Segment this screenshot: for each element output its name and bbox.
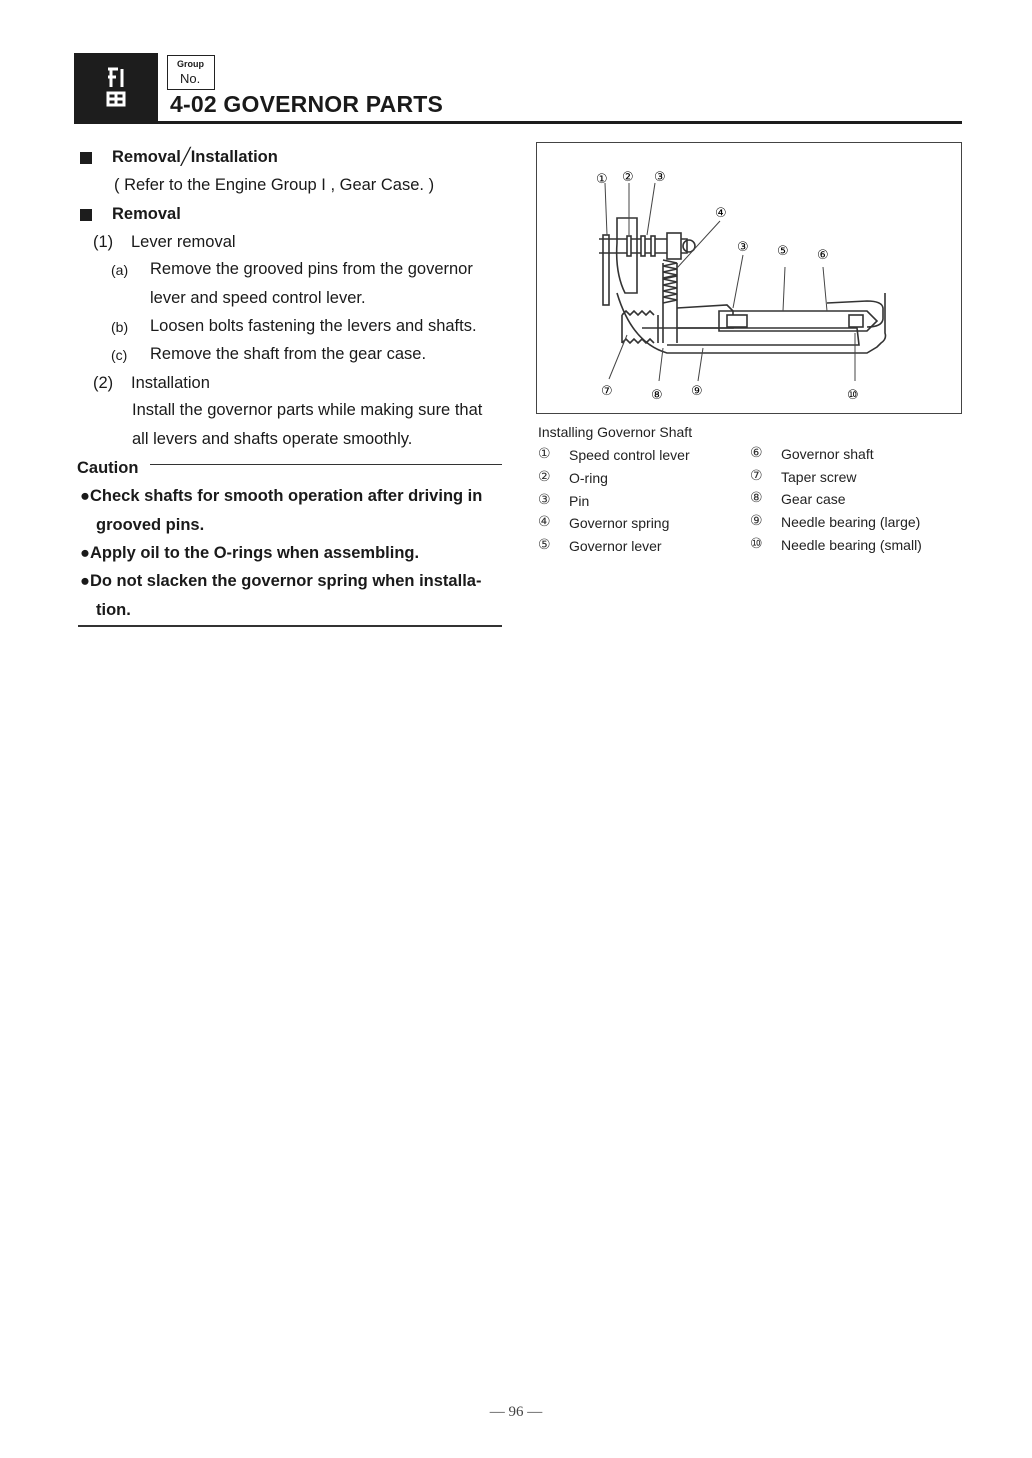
- install-line2: all levers and shafts operate smoothly.: [132, 430, 413, 448]
- leader-6: [823, 267, 827, 311]
- callout-3b: ③: [737, 240, 749, 255]
- caution-item-3-line1: ●Do not slacken the governor spring when installa-: [80, 572, 482, 590]
- figure-caption: Installing Governor Shaft: [538, 424, 693, 440]
- callout-5: ⑤: [777, 244, 789, 259]
- legend-num-9: ⑨: [750, 513, 763, 529]
- legend-num-4: ④: [538, 514, 551, 530]
- group-label: Group: [177, 59, 204, 69]
- legend-label-7: Taper screw: [781, 469, 857, 485]
- install-line1: Install the governor parts while making sure that: [132, 401, 483, 419]
- o-ring-1: [627, 236, 631, 256]
- legend-num-1: ①: [538, 446, 551, 462]
- taper-screw: [622, 311, 658, 343]
- governor-shaft-diagram: [537, 143, 961, 413]
- callout-4: ④: [715, 206, 727, 221]
- legend-num-5: ⑤: [538, 537, 551, 553]
- callout-7: ⑦: [601, 384, 613, 399]
- callout-1: ①: [596, 172, 608, 187]
- legend-label-2: O-ring: [569, 470, 608, 486]
- o-ring-3: [651, 236, 655, 256]
- legend-label-9: Needle bearing (large): [781, 514, 921, 530]
- group-number-box: [167, 55, 215, 90]
- sub-c-label: (c): [111, 347, 128, 363]
- callout-2: ②: [622, 170, 634, 185]
- legend-label-6: Governor shaft: [781, 446, 874, 462]
- callout-6: ⑥: [817, 248, 829, 263]
- caution-item-1-line2: grooved pins.: [96, 516, 205, 534]
- legend-num-8: ⑧: [750, 490, 763, 506]
- governor-shaft-figure: [536, 142, 962, 414]
- leader-3b: [733, 255, 743, 308]
- legend-num-2: ②: [538, 469, 551, 485]
- o-ring-2: [641, 236, 645, 256]
- sub-b-label: (b): [111, 319, 129, 335]
- legend-num-6: ⑥: [750, 445, 763, 461]
- legend-label-5: Governor lever: [569, 538, 662, 554]
- needle-bearing-large: [727, 315, 747, 327]
- sub-a-line2: lever and speed control lever.: [150, 289, 366, 307]
- leader-7: [609, 335, 627, 379]
- caution-rule: [150, 464, 502, 465]
- sub-b-text: Loosen bolts fastening the levers and shafts.: [150, 317, 477, 335]
- legend-label-8: Gear case: [781, 491, 846, 507]
- legend-label-4: Governor spring: [569, 515, 670, 531]
- step1-label: (1): [93, 233, 114, 251]
- needle-bearing-small: [849, 315, 863, 327]
- legend-label-10: Needle bearing (small): [781, 537, 922, 553]
- caution-heading: Caution: [77, 459, 139, 477]
- legend-num-10: ⑩: [750, 536, 763, 552]
- removal-heading: Removal: [112, 205, 181, 223]
- callout-8: ⑧: [651, 388, 663, 403]
- governor-spring: [663, 260, 677, 303]
- step2-label: (2): [93, 374, 114, 392]
- lever-hub: [667, 233, 681, 259]
- removal-installation-heading: Removal╱Installation: [112, 148, 278, 166]
- no-label: No.: [180, 71, 201, 86]
- bullet-square: [80, 209, 92, 221]
- caution-item-1-line1: ●Check shafts for smooth operation after driving in: [80, 487, 483, 505]
- sub-a-line1: Remove the grooved pins from the governor: [150, 260, 473, 278]
- legend-num-3: ③: [538, 492, 551, 508]
- page-number: — 96 —: [489, 1404, 543, 1420]
- callout-3a: ③: [654, 170, 666, 185]
- callout-10: ⑩: [847, 388, 859, 403]
- step2-text: Installation: [131, 374, 210, 392]
- leader-3a: [647, 183, 655, 235]
- speed-control-lever: [603, 235, 609, 305]
- group-icon: [74, 53, 158, 123]
- caution-item-2: ●Apply oil to the O-rings when assembling.: [80, 544, 420, 562]
- governor-lever: [677, 305, 733, 328]
- caution-item-3-line2: tion.: [96, 601, 131, 619]
- legend-num-7: ⑦: [750, 468, 763, 484]
- callout-9: ⑨: [691, 384, 703, 399]
- bullet-square: [80, 152, 92, 164]
- sub-c-text: Remove the shaft from the gear case.: [150, 345, 427, 363]
- refer-note: ( Refer to the Engine Group I , Gear Case. ): [114, 176, 435, 194]
- legend-label-3: Pin: [569, 493, 590, 509]
- header-rule: [74, 121, 962, 124]
- caution-bottom-rule: [78, 625, 502, 627]
- leader-8: [659, 348, 663, 381]
- sub-a-label: (a): [111, 262, 129, 278]
- legend-label-1: Speed control lever: [569, 447, 690, 463]
- step1-text: Lever removal: [131, 233, 236, 251]
- leader-5: [783, 267, 785, 311]
- leader-1: [605, 183, 607, 235]
- page-title: 4-02 GOVERNOR PARTS: [170, 91, 444, 117]
